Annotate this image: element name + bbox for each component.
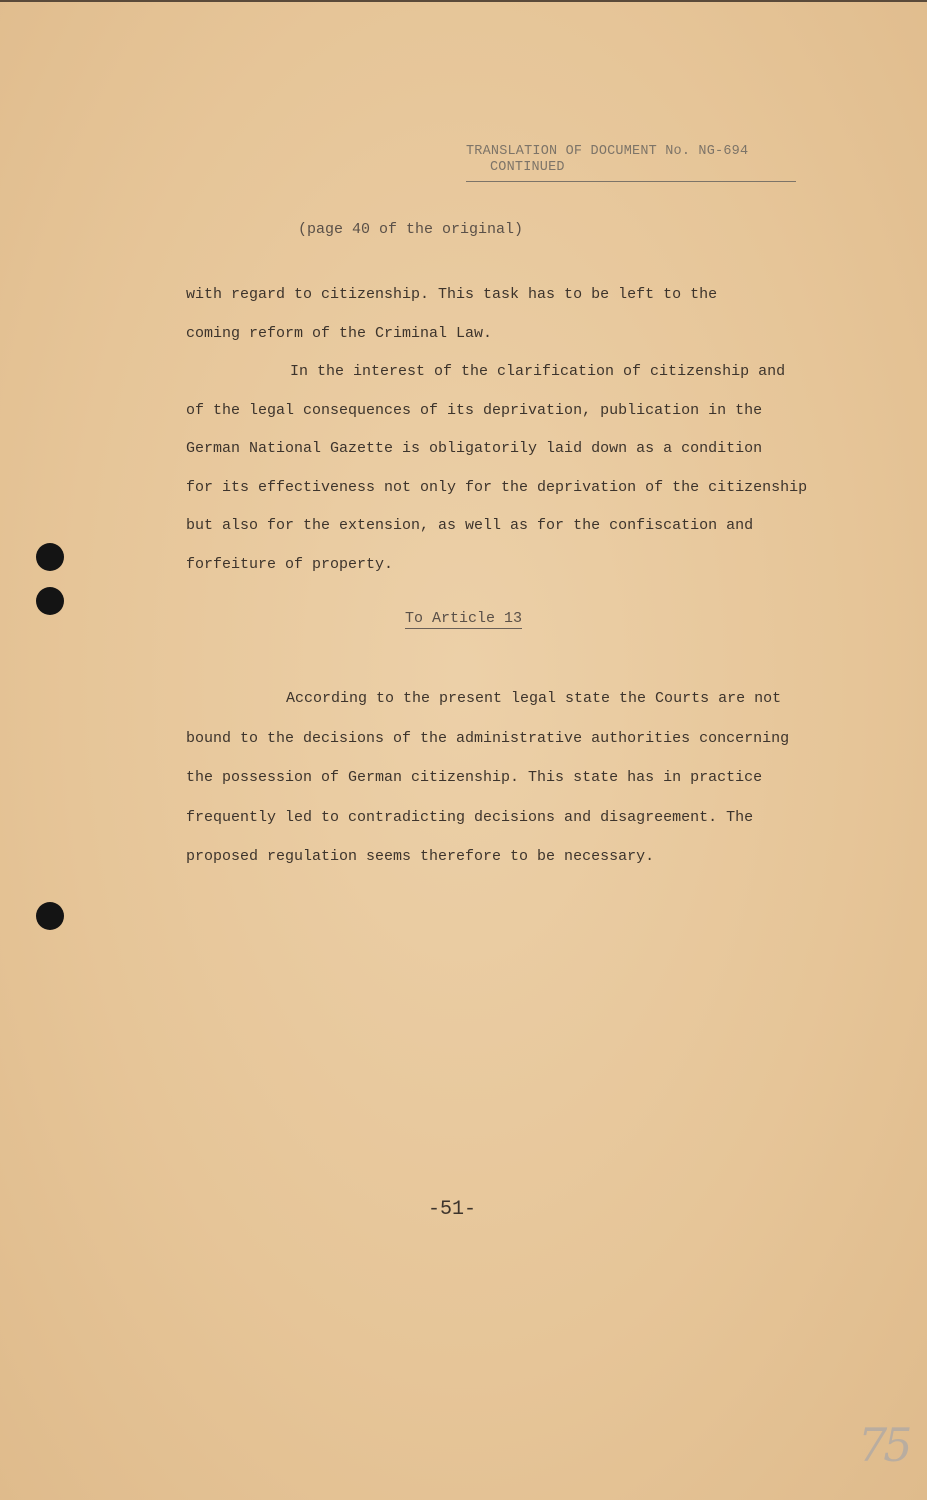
text-line: German National Gazette is obligatorily laid down as a condition: [186, 440, 763, 457]
page-top-edge: [0, 0, 927, 2]
text-line: bound to the decisions of the administrative authorities concerning: [186, 729, 790, 747]
text-line: frequently led to contradicting decisions and disagreement. The: [186, 808, 754, 826]
paragraph-2: [186, 353, 851, 584]
handwritten-stamp-number: 75: [858, 1418, 909, 1472]
header-continued: CONTINUED: [490, 160, 565, 175]
text-line: for its effectiveness not only for the deprivation of the citizenship: [186, 478, 808, 496]
text-line: forfeiture of property.: [186, 555, 394, 573]
header-rule: [466, 181, 796, 182]
text-line: coming reform of the Criminal Law.: [186, 324, 493, 342]
section-heading: To Article 13: [405, 610, 523, 627]
page-number: -51-: [428, 1198, 477, 1221]
document-header: [466, 144, 796, 176]
text-line: but also for the extension, as well as for the confiscation and: [186, 517, 754, 534]
paragraph-1: [186, 276, 851, 353]
body-text-top: [186, 276, 851, 584]
header-title: TRANSLATION OF DOCUMENT No. NG-694: [466, 144, 749, 159]
binder-hole-3: [36, 902, 64, 930]
text-line: the possession of German citizenship. This state has in practice: [186, 769, 763, 786]
text-line: proposed regulation seems therefore to be necessary.: [186, 848, 655, 865]
text-line: of the legal consequences of its deprivation, publication in the: [186, 401, 763, 419]
binder-hole-1: [36, 543, 64, 571]
binder-hole-2: [36, 587, 64, 615]
text-line: In the interest of the clarification of citizenship and: [290, 363, 786, 380]
text-line: with regard to citizenship. This task has to be left to the: [186, 286, 718, 303]
original-page-reference: (page 40 of the original): [298, 221, 524, 238]
body-text-bottom: [186, 664, 851, 892]
paragraph-3: [186, 679, 851, 877]
text-line: According to the present legal state the Courts are not: [286, 690, 782, 707]
